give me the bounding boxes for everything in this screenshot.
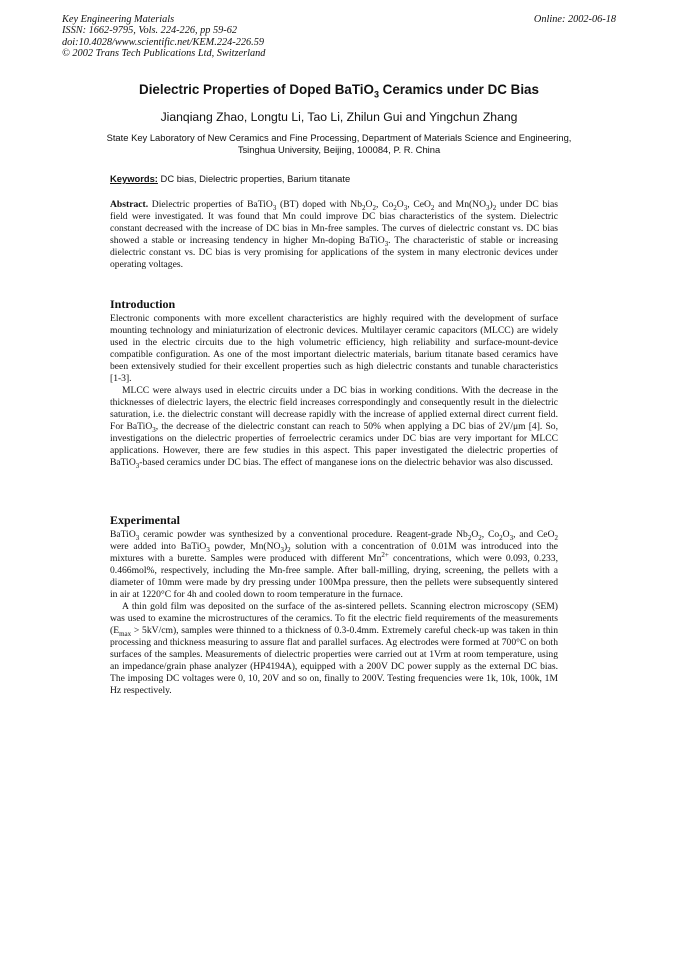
subscript: 3 [509, 533, 514, 542]
exp-paragraph-2 [110, 601, 558, 697]
subscript: 3 [403, 203, 408, 212]
subscript: 3 [135, 461, 140, 470]
abstract-label: Abstract. [110, 199, 149, 210]
subscript: 2 [372, 203, 376, 212]
abstract-text: , CeO [407, 199, 431, 210]
experimental-section [110, 529, 558, 697]
copyright-line: © 2002 Trans Tech Publications Ltd, Switzerland [62, 48, 266, 60]
exp-text: ceramic powder was synthesized by a conventional procedure. Reagent-grade Nb [139, 529, 468, 540]
subscript: 3 [152, 425, 156, 434]
exp-text: , and CeO [513, 529, 555, 540]
exp-text: > 5kV/cm), samples were thinned to a thickness of 0.3-0.4mm. Extremely careful check-up was taken in thin processing and thickness measuring to assure flat and parallel surfaces. Ag electrodes were formed at 700°C on both surfaces of the samples. Measurements of dielectric properties were carried out at 1Vrm at room temperature, using an impedance/grain phase analyzer (HP4194A), equipped with a 200V DC power supply as the external DC bias. The imposing DC voltages were 0, 10, 20V and so on, finally to 200V. Testing frequencies were 1k, 10k, 100k, 1M Hz respectively. [110, 625, 558, 696]
superscript: 2+ [381, 550, 389, 559]
issn-line: ISSN: 1662-9795, Vols. 224-226, pp 59-62 [62, 25, 238, 37]
subscript: 2 [478, 533, 482, 542]
abstract-text: and Mn(NO [434, 199, 487, 210]
exp-paragraph-1 [110, 529, 558, 601]
title-text-end: Ceramics under DC Bias [378, 82, 539, 97]
abstract-text: (BT) doped with Nb [276, 199, 363, 210]
keywords-line [110, 173, 350, 184]
abstract-text: . The characteristic of stable or increasing dielectric constant vs. DC bias is very promising for applications of the system in many electronic devices under operating voltages. [110, 235, 558, 270]
exp-text: powder, Mn(NO [209, 541, 281, 552]
doi-line[interactable]: doi:10.4028/www.scientific.net/KEM.224-226.59 [62, 36, 265, 48]
online-date: Online: 2002-06-18 [533, 14, 616, 25]
abstract-text: under DC bias field were investigated. It was found that Mn could improve DC bias characteristics of the system. Dielectric constant decreased with the increase of DC bias in Mn-free samples. The curves of dielectric constant vs. DC bias showed a stable or increasing tendency in higher Mn-doping BaTiO [110, 199, 558, 246]
intro-text: MLCC were always used in electric circuits under a DC bias in working conditions. With the decrease in the thicknesses of dielectric layers, the electric field increases correspondingly and consequently result in the dielectric saturation, i.e. the dielectric constant will decrease rapidly with the increase of applied external direct current field. For BaTiO [110, 385, 558, 432]
exp-text: O [502, 529, 510, 540]
keywords-label: Keywords: [110, 173, 158, 184]
intro-paragraph-1: Electronic components with more excellent characteristics are highly required with the development of surface mounting technology and miniaturization of electronic devices. Multilayer ceramic capacitors (MLCC) are widely used in the electric circuits due to the high volumetric efficiency, high reliability and surface-mount-device compatible configuration. As one of the most important dielectric materials, barium titanate based ceramics have been extensively studied for their excellent properties such as high dielectric constants and tunable characteristics [1-3]. [110, 313, 558, 384]
subscript: 3 [272, 203, 277, 212]
subscript: 2 [467, 533, 472, 542]
subscript: 2 [492, 203, 497, 212]
author-list: Jianqiang Zhao, Longtu Li, Tao Li, Zhilun Gui and Yingchun Zhang [160, 110, 518, 124]
keywords-text: DC bias, Dielectric properties, Barium titanate [157, 173, 351, 184]
subscript: 2 [393, 203, 397, 212]
exp-text: A thin gold film was deposited on the surface of the as-sintered pellets. Scanning electron microscopy (SEM) was used to examine the microstructures of the ceramics. To fit the electric field requirements of the measurements (E [110, 601, 558, 636]
intro-paragraph-2 [110, 385, 558, 469]
abstract-paragraph [110, 199, 558, 271]
title-subscript: 3 [373, 89, 379, 100]
exp-text: solution with a concentration of 0.01M was introduced into the mixtures with a burette. Samples were produced with different Mn [110, 541, 558, 564]
abstract-text: , Co [375, 199, 394, 210]
exp-text: concentrations, which were 0.093, 0.233, 0.466mol%, respectively, including the Mn-free sample. After ball-milling, drying, screening, the pellets with a diameter of 10mm were made by dry pressing under 100Mpa pressure, then the pellets were subsequently sintered in air at 1220°C for 4h and cooled down to room temperature in the furnace. [110, 553, 559, 600]
subscript: 2 [554, 533, 558, 542]
subscript: 3 [486, 203, 490, 212]
exp-text: O [471, 529, 479, 540]
title-text: Dielectric Properties of Doped BaTiO [139, 82, 374, 97]
subscript: 3 [384, 239, 389, 248]
intro-text: , the decrease of the dielectric constant can reach to 50% when applying a DC bias of 2V/μm [4]. So, investigations on the dielectric properties of ferroelectric ceramics under DC bias are very important for MLCC applications. However, there are few studies in this aspect. This paper investigated the dielectric properties of BaTiO [110, 421, 558, 468]
abstract-text: O [365, 199, 373, 210]
exp-text: BaTiO [110, 529, 136, 540]
abstract-text: O [396, 199, 404, 210]
subscript: 3 [206, 545, 210, 554]
exp-text: ) [283, 541, 288, 552]
introduction-section [110, 313, 558, 469]
section-heading-introduction: Introduction [110, 297, 176, 311]
affiliation: State Key Laboratory of New Ceramics and Fine Processing, Department of Materials Science and Engineering, Tsinghua University, Beijing, 100084, P. R. China [106, 132, 572, 155]
journal-name: Key Engineering Materials [62, 14, 175, 25]
paper-title [0, 82, 678, 100]
abstract-text: ) [489, 199, 493, 210]
subscript: 3 [135, 533, 140, 542]
subscript: 2 [499, 533, 503, 542]
intro-text: -based ceramics under DC bias. The effect of manganese ions on the dielectric behavior was also discussed. [139, 457, 553, 468]
exp-text: , Co [481, 529, 500, 540]
subscript: 2 [287, 545, 291, 554]
subscript: 3 [280, 545, 284, 554]
journal-info [62, 14, 265, 60]
abstract-text: Dielectric properties of BaTiO [148, 199, 273, 210]
section-heading-experimental: Experimental [110, 513, 180, 527]
subscript: 2 [430, 203, 435, 212]
subscript: 2 [362, 203, 366, 212]
subscript: max [119, 629, 132, 638]
exp-text: were added into BaTiO [110, 541, 207, 552]
